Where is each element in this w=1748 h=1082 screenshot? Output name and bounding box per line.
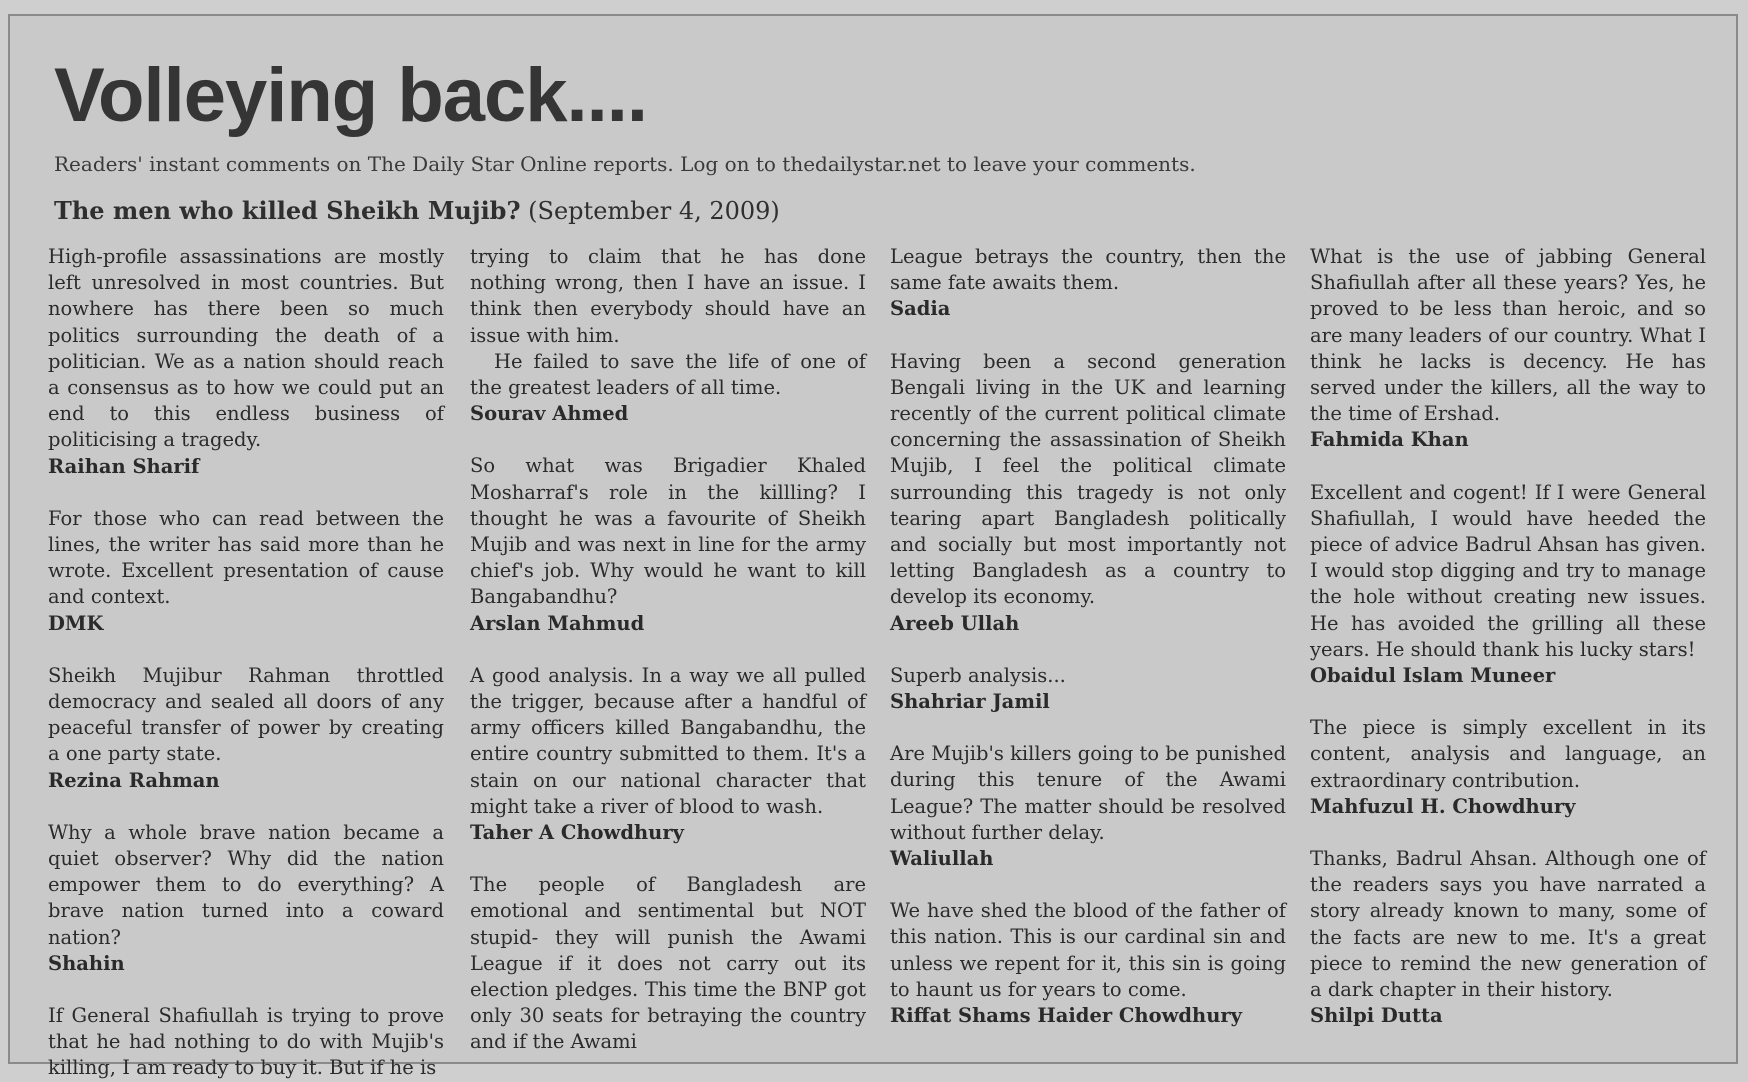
comment-text: League betrays the country, then the same fate awaits them. [890, 245, 1286, 295]
comment-author: Areeb Ullah [890, 611, 1020, 635]
comment-author: Raihan Sharif [48, 454, 200, 478]
topic-heading [54, 196, 780, 225]
comment-author: Fahmida Khan [1310, 428, 1469, 452]
comment-text: We have shed the blood of the father of this nation. This is our cardinal sin and unless we repent for it, this sin is going to haunt us for years to come. [890, 899, 1286, 1001]
subtitle: Readers' instant comments on The Daily Star Online reports. Log on to thedailystar.net to leave your comments. [54, 152, 1196, 176]
comment-author: Arslan Mahmud [470, 611, 645, 635]
comment-text: So what was Brigadier Khaled Mosharraf's role in the killling? I thought he was a favourite of Sheikh Mujib and was next in line for the army chief's job. Why would he want to kill Bangabandhu? [470, 454, 866, 609]
comment-author: Waliullah [890, 847, 994, 871]
comment-text: The piece is simply excellent in its content, analysis and language, an extraordinary contribution. [1310, 716, 1706, 792]
column-3 [890, 244, 1286, 1055]
comment-text: trying to claim that he has done nothing wrong, then I have an issue. I think then everybody should have an issue with him. [470, 245, 866, 347]
comment-text: He failed to save the life of one of the greatest leaders of all time. [470, 349, 866, 400]
comment-author: Taher A Chowdhury [470, 821, 684, 845]
comment-text: Thanks, Badrul Ahsan. Although one of the readers says you have narrated a story already known to many, some of the facts are new to me. It's a great piece to remind the new generation of a dark chapter in their history. [1310, 847, 1706, 1002]
comment-author: Mahfuzul H. Chowdhury [1310, 794, 1576, 818]
comment-text: Having been a second generation Bengali living in the UK and learning recently of the current political climate concerning the assassination of Sheikh Mujib, I feel the political climate surrounding this tragedy is not only tearing apart Bangladesh politically and socially but most importantly not letting Bangladesh as a country to develop its economy. [890, 349, 1286, 609]
comment-text: What is the use of jabbing General Shafiullah after all these years? Yes, he proved to be less than heroic, and so are many leaders of our country. What I think he lacks is decency. He has served under the killers, all the way to the time of Ershad. [1310, 245, 1706, 426]
column-4 [1310, 244, 1706, 1055]
comment-author: Rezina Rahman [48, 768, 220, 792]
newspaper-clipping [8, 14, 1738, 1080]
comment-text: Are Mujib's killers going to be punished during this tenure of the Awami League? The matter should be resolved without further delay. [890, 742, 1286, 844]
comment-text: Excellent and cogent! If I were General Shafiullah, I would have heeded the piece of advice Badrul Ahsan has given. I would stop digging and try to manage the hole without creating new issues. He has avoided the grilling all these years. He should thank his lucky stars! [1310, 480, 1706, 661]
comment-author: Obaidul Islam Muneer [1310, 664, 1556, 688]
column-2 [470, 244, 866, 1056]
comment-text: For those who can read between the lines, the writer has said more than he wrote. Excellent presentation of cause and context. [48, 506, 444, 609]
comment-author: Sourav Ahmed [470, 402, 629, 426]
comment-author: Shahriar Jamil [890, 690, 1050, 714]
comment-author: Sadia [890, 297, 951, 321]
comment-author: Shahin [48, 951, 125, 975]
comment-text: Why a whole brave nation became a quiet observer? Why did the nation empower them to do everything? A brave nation turned into a coward nation? [48, 820, 444, 949]
comment-text: High-profile assassinations are mostly left unresolved in most countries. But nowhere has there been so much politics surrounding the death of a politician. We as a nation should reach a consensus as to how we could put an end to this endless business of politicising a tragedy. [48, 245, 444, 452]
comment-text: Sheikh Mujibur Rahman throttled democracy and sealed all doors of any peaceful transfer of power by creating a one party state. [48, 663, 444, 766]
topic-date: (September 4, 2009) [528, 197, 780, 225]
comment-text: A good analysis. In a way we all pulled the trigger, because after a handful of army officers killed Bangabandhu, the entire country submitted to them. It's a stain on our national character that might take a river of blood to wash. [470, 663, 866, 818]
column-1 [48, 244, 444, 1082]
comment-text: If General Shafiullah is trying to prove that he had nothing to do with Mujib's killing, I am ready to buy it. But if he is [48, 1004, 444, 1080]
comment-author: DMK [48, 611, 104, 635]
headline: Volleying back.... [54, 53, 648, 138]
comment-text: Superb analysis... [890, 663, 1066, 687]
comment-text: The people of Bangladesh are emotional and sentimental but NOT stupid- they will punish the Awami League if it does not carry out its election pledges. This time the BNP got only 30 seats for betraying the country and if the Awami [470, 873, 866, 1054]
topic-title: The men who killed Sheikh Mujib? [54, 196, 521, 225]
comment-author: Shilpi Dutta [1310, 1004, 1443, 1028]
comment-author: Riffat Shams Haider Chowdhury [890, 1004, 1242, 1028]
